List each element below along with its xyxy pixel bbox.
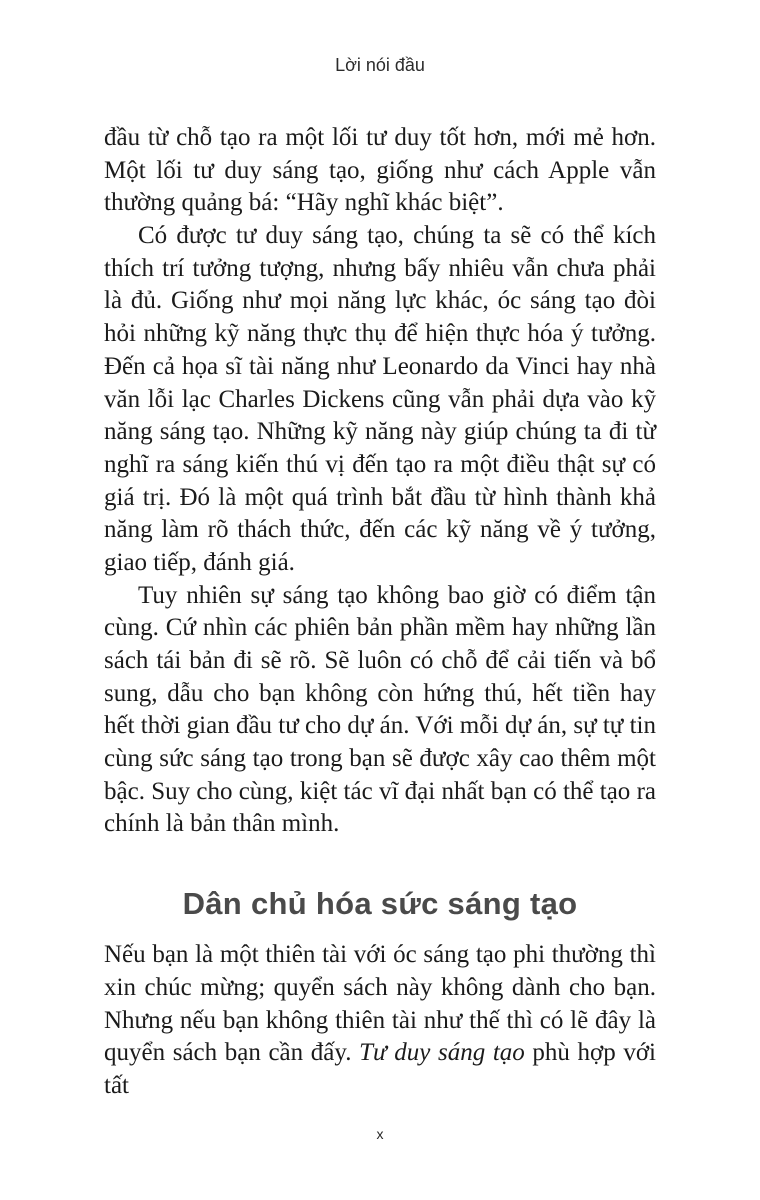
text-segment: quyển sách bạn cần đấy. xyxy=(104,1039,360,1067)
text-segment: phù hợp với tất xyxy=(104,1039,656,1099)
text-line: thích trí tưởng tượng, nhưng bấy nhiêu vẫn chưa phải xyxy=(104,254,656,282)
text-line: Nếu bạn là một thiên tài với óc sáng tạo phi thường thì xyxy=(104,941,656,969)
text-line: giá trị. Đó là một quá trình bắt đầu từ hình thành khả xyxy=(104,483,656,511)
text-line: Nhưng nếu bạn không thiên tài như thế thì có lẽ đây là xyxy=(104,1006,656,1034)
text-line: chính là bản thân mình. xyxy=(104,810,340,838)
text-line: cùng sức sáng tạo trong bạn sẽ được xây cao thêm một xyxy=(104,745,656,773)
section-heading: Dân chủ hóa sức sáng tạo xyxy=(182,886,578,922)
text-line: hết thời gian đầu tư cho dự án. Với mỗi dự án, sự tự tin xyxy=(104,712,657,740)
text-line: đầu từ chỗ tạo ra một lối tư duy tốt hơn, mới mẻ hơn. xyxy=(104,124,656,151)
text-line: năng làm rõ thách thức, đến các kỹ năng về ý tưởng, xyxy=(104,516,656,544)
text-line: bậc. Suy cho cùng, kiệt tác vĩ đại nhất bạn có thể tạo ra xyxy=(104,777,656,805)
running-header: Lời nói đầu xyxy=(335,55,425,75)
text-line: Tuy nhiên sự sáng tạo không bao giờ có điểm tận xyxy=(138,581,656,609)
text-line: là đủ. Giống như mọi năng lực khác, óc sáng tạo đòi xyxy=(104,287,656,315)
text-line: Một lối tư duy sáng tạo, giống như cách Apple vẫn xyxy=(104,156,656,184)
text-line: cùng. Cứ nhìn các phiên bản phần mềm hay những lần xyxy=(104,614,656,642)
text-line: văn lỗi lạc Charles Dickens cũng vẫn phải dựa vào kỹ xyxy=(104,385,656,413)
page-number: x xyxy=(376,1126,384,1142)
text-line: Đến cả họa sĩ tài năng như Leonardo da Vinci hay nhà xyxy=(104,352,656,380)
text-line: sung, dẫu cho bạn không còn hứng thú, hết tiền hay xyxy=(104,679,656,707)
text-line: nghĩ ra sáng kiến thú vị đến tạo ra một điều thật sự có xyxy=(104,450,656,478)
text-line xyxy=(104,1037,656,1099)
page-body xyxy=(104,122,657,1099)
text-line: năng sáng tạo. Những kỹ năng này giúp chúng ta đi từ xyxy=(104,418,656,446)
text-line: xin chúc mừng; quyển sách này không dành cho bạn. xyxy=(104,973,656,1001)
text-line: thường quảng bá: “Hãy nghĩ khác biệt”. xyxy=(104,189,504,217)
text-line: sách tái bản đi sẽ rõ. Sẽ luôn có chỗ để cải tiến và bổ xyxy=(104,647,656,674)
text-line: Có được tư duy sáng tạo, chúng ta sẽ có thể kích xyxy=(138,222,656,250)
book-title-italic: Tư duy sáng tạo xyxy=(359,1039,525,1067)
text-line: giao tiếp, đánh giá. xyxy=(104,548,295,576)
text-line: hỏi những kỹ năng thực thụ để hiện thực hóa ý tưởng. xyxy=(104,320,656,348)
